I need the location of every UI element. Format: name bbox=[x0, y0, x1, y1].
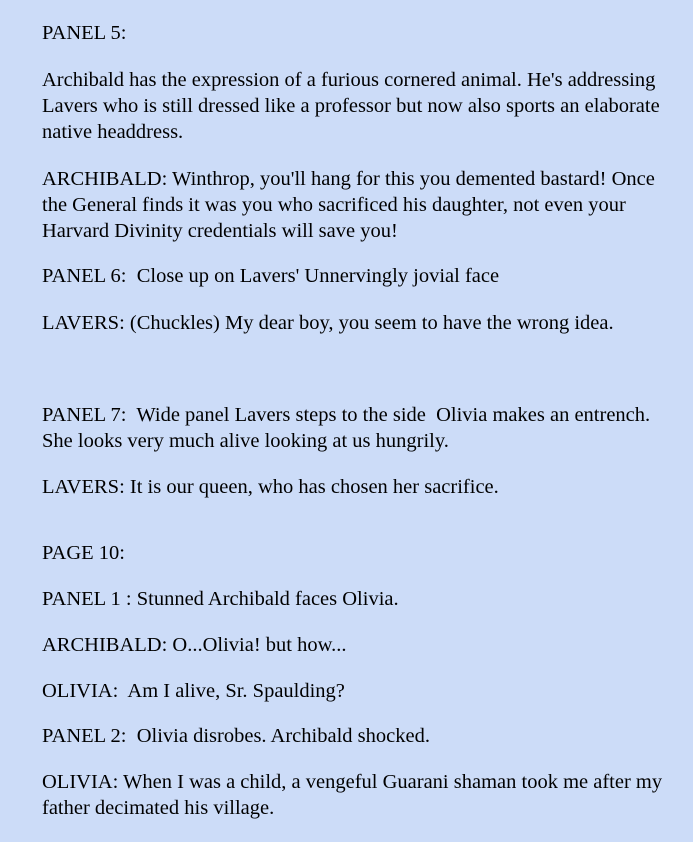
panel-7-heading: PANEL 7: Wide panel Lavers steps to the side Olivia makes an entrench. She looks very much alive looking at us hungrily. bbox=[42, 404, 656, 452]
panel-5-heading: PANEL 5: bbox=[42, 22, 127, 44]
page-10-heading: PAGE 10: bbox=[42, 542, 125, 564]
archibald-dialogue-2: ARCHIBALD: O...Olivia! but how... bbox=[42, 634, 347, 656]
panel-6-heading: PANEL 6: Close up on Lavers' Unnervingly jovial face bbox=[42, 265, 500, 287]
olivia-dialogue-1: OLIVIA: Am I alive, Sr. Spaulding? bbox=[42, 680, 345, 702]
page-10-panel-2: PANEL 2: Olivia disrobes. Archibald shocked. bbox=[42, 725, 430, 747]
olivia-dialogue-2: OLIVIA: When I was a child, a vengeful Guarani shaman took me after my father decimated his village. bbox=[42, 771, 668, 819]
page-10-panel-1: PANEL 1 : Stunned Archibald faces Olivia. bbox=[42, 588, 399, 610]
archibald-dialogue-1: ARCHIBALD: Winthrop, you'll hang for this you demented bastard! Once the General finds it was you who sacrificed his daughter, not even your Harvard Divinity credentials will save you! bbox=[42, 168, 660, 242]
panel-5-description: Archibald has the expression of a furious cornered animal. He's addressing Lavers who is still dressed like a professor but now also sports an elaborate native headdress. bbox=[42, 69, 665, 143]
lavers-dialogue-2: LAVERS: It is our queen, who has chosen her sacrifice. bbox=[42, 476, 499, 498]
lavers-dialogue-1: LAVERS: (Chuckles) My dear boy, you seem to have the wrong idea. bbox=[42, 312, 614, 334]
